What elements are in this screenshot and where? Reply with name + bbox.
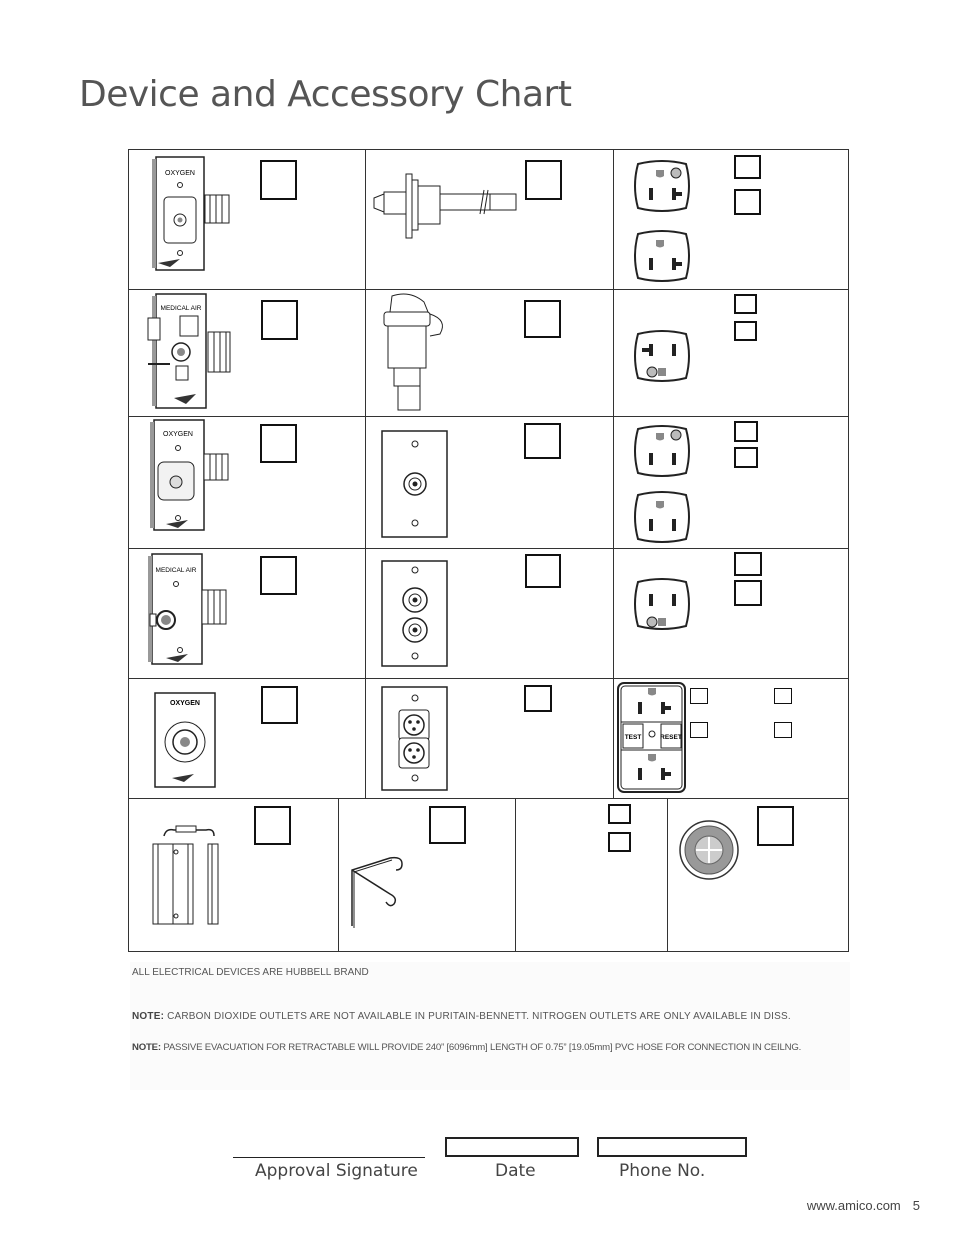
checkbox-duplex-2b[interactable]: [734, 321, 757, 341]
oxygen-outlet-icon: [154, 692, 216, 788]
hose-adapter-fitting-icon: [370, 292, 450, 414]
device-chart-grid: [128, 149, 849, 952]
oxygen-label: OXYGEN: [165, 170, 195, 177]
cell-blank-option: [515, 798, 668, 952]
medical-air-outlet-icon: [146, 292, 236, 412]
checkbox-duplex-1b[interactable]: [734, 189, 761, 215]
checkbox-double-plate[interactable]: [525, 554, 561, 588]
duplex-receptacle-icon: [630, 425, 694, 547]
checkbox-gfci-2b[interactable]: [774, 722, 792, 738]
medical-air-outlet-icon: [146, 552, 236, 668]
page-number: 5: [912, 1198, 920, 1213]
checkbox-bracket[interactable]: [254, 806, 291, 845]
checkbox-connector-plate[interactable]: [524, 685, 552, 712]
test-label: TEST: [624, 734, 642, 741]
signature-label: Approval Signature: [255, 1161, 418, 1181]
hook-icon: [346, 854, 408, 932]
checkbox-blank-a[interactable]: [608, 804, 631, 824]
locking-receptacle-icon: [678, 819, 740, 881]
checkbox-duplex-1a[interactable]: [734, 155, 761, 179]
oxygen-label: OXYGEN: [163, 431, 193, 438]
gfci-receptacle-icon: [617, 682, 687, 794]
note-2-text: PASSIVE EVACUATION FOR RETRACTABLE WILL PROVIDE 240” [6096mm] LENGTH OF 0.75” [19.05mm] PVC HOSE FOR CONNECTION IN CEILNG.: [163, 1042, 802, 1053]
phone-field[interactable]: [597, 1137, 747, 1157]
checkbox-duplex-4a[interactable]: [734, 552, 762, 576]
checkbox-medical-air-outlet-2[interactable]: [260, 556, 297, 595]
checkbox-oxygen-outlet-2[interactable]: [260, 424, 297, 463]
checkbox-locking-receptacle[interactable]: [757, 806, 794, 846]
checkbox-hose-adapter[interactable]: [525, 160, 562, 200]
phone-label: Phone No.: [619, 1161, 706, 1181]
duplex-receptacle-icon: [630, 160, 694, 286]
checkbox-gfci-1b[interactable]: [774, 688, 792, 704]
checkbox-hook[interactable]: [429, 806, 466, 844]
checkbox-medical-air-outlet-1[interactable]: [261, 300, 298, 340]
checkbox-duplex-3b[interactable]: [734, 447, 758, 468]
note-1: [132, 1011, 791, 1022]
checkbox-oxygen-outlet-1[interactable]: [260, 160, 297, 200]
reset-label: RESET: [660, 734, 682, 741]
checkbox-duplex-2a[interactable]: [734, 294, 757, 314]
checkbox-single-plate[interactable]: [524, 423, 561, 459]
page-footer: [807, 1198, 920, 1213]
duplex-receptacle-icon: [630, 578, 694, 634]
notes-panel: [130, 962, 850, 1090]
wall-plate-icon: [381, 560, 449, 668]
date-field[interactable]: [445, 1137, 579, 1157]
oxygen-label: OXYGEN: [170, 700, 200, 707]
medical-air-label: MEDICAL AIR: [155, 567, 197, 574]
checkbox-duplex-4b[interactable]: [734, 580, 762, 606]
note-1-text: CARBON DIOXIDE OUTLETS ARE NOT AVAILABLE IN PURITAIN-BENNETT. NITROGEN OUTLETS ARE ONLY AVAILABLE IN DISS.: [167, 1011, 791, 1022]
duplex-receptacle-icon: [630, 330, 694, 386]
date-label: Date: [495, 1161, 536, 1181]
medical-air-label: MEDICAL AIR: [160, 305, 202, 312]
checkbox-adapter-fitting[interactable]: [524, 300, 561, 338]
hose-adapter-icon: [372, 170, 520, 242]
checkbox-blank-b[interactable]: [608, 832, 631, 852]
checkbox-oxygen-outlet-3[interactable]: [261, 686, 298, 724]
oxygen-outlet-icon: [148, 418, 238, 536]
bracket-icon: [148, 822, 224, 928]
checkbox-gfci-1a[interactable]: [690, 688, 708, 704]
oxygen-outlet-icon: [150, 155, 235, 275]
page-title: Device and Accessory Chart: [79, 74, 572, 115]
electrical-note: ALL ELECTRICAL DEVICES ARE HUBBELL BRAND: [132, 967, 369, 978]
note-1-label: NOTE:: [132, 1011, 165, 1022]
signature-line[interactable]: [233, 1157, 425, 1158]
website-link[interactable]: www.amico.com: [806, 1198, 901, 1213]
note-2-label: NOTE:: [132, 1042, 161, 1053]
wall-plate-icon: [381, 686, 449, 792]
note-2: [132, 1042, 801, 1053]
checkbox-duplex-3a[interactable]: [734, 421, 758, 442]
wall-plate-icon: [381, 430, 449, 540]
checkbox-gfci-2a[interactable]: [690, 722, 708, 738]
